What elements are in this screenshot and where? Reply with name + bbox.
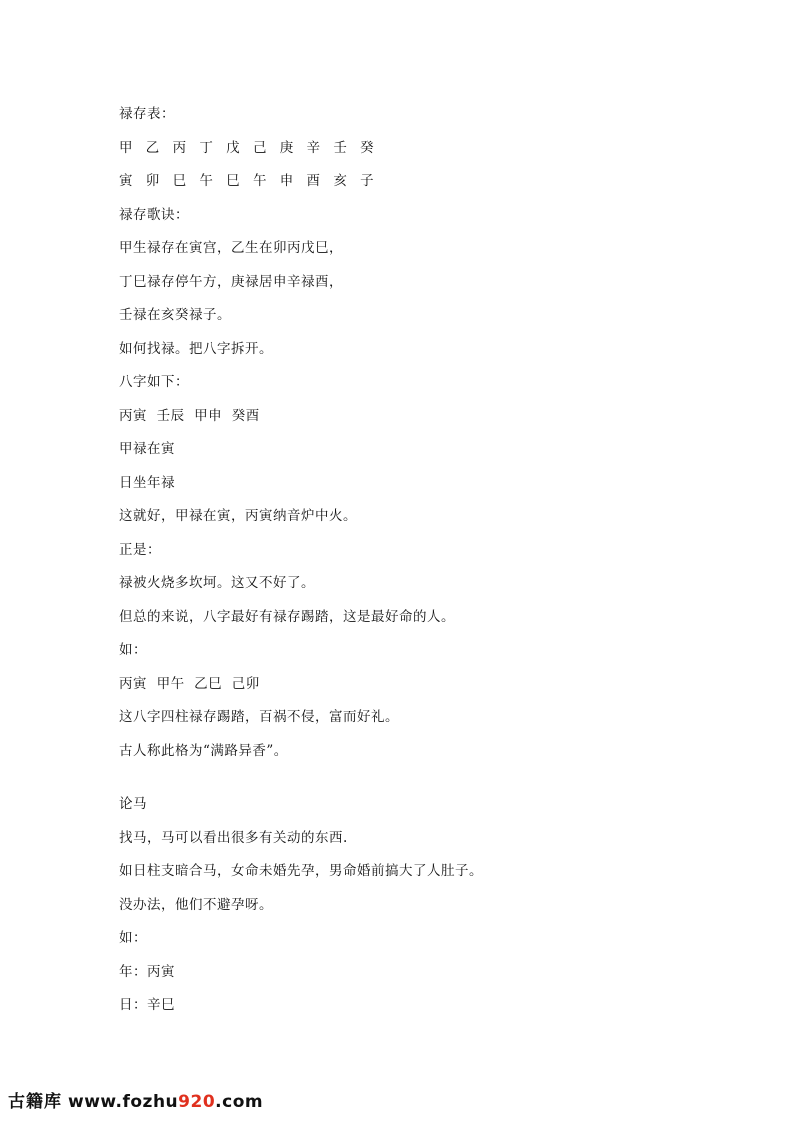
text-line: 甲生禄存在寅宫，乙生在卯丙戊巳， — [119, 240, 343, 256]
url-prefix: www.fozhu — [68, 1092, 179, 1112]
text-line: 日坐年禄 — [119, 474, 175, 491]
text-line: 没办法，他们不避孕呀。 — [119, 896, 273, 913]
text-line: 正是： — [119, 541, 161, 558]
text-line: 八字如下： — [119, 374, 189, 390]
text-line: 这就好，甲禄在寅，丙寅纳音炉中火。 — [119, 508, 357, 524]
text-line: 找马，马可以看出很多有关动的东西. — [119, 829, 348, 846]
text-line: 这八字四柱禄存踢踏，百祸不侵，富而好礼。 — [119, 709, 399, 725]
text-line: 寅 卯 巳 午 巳 午 申 酉 亥 子 — [119, 173, 379, 189]
text-line: 日：辛巳 — [119, 997, 175, 1013]
text-line: 甲禄在寅 — [119, 441, 175, 457]
document-body — [119, 104, 679, 1029]
text-line: 丙寅 甲午 乙巳 己卯 — [119, 675, 260, 692]
text-line: 丙寅 壬辰 甲申 癸酉 — [119, 407, 260, 424]
text-line: 禄存表： — [119, 106, 175, 122]
text-line: 如： — [119, 930, 147, 946]
text-line: 如日柱支暗合马，女命未婚先孕，男命婚前搞大了人肚子。 — [119, 863, 483, 879]
text-line: 禄被火烧多坎坷。这又不好了。 — [119, 575, 315, 591]
text-line: 年：丙寅 — [119, 963, 175, 980]
url-number: 920 — [178, 1092, 216, 1112]
text-line: 但总的来说，八字最好有禄存踢踏，这是最好命的人。 — [119, 608, 455, 625]
text-line: 如何找禄。把八字拆开。 — [119, 340, 273, 357]
watermark-footer — [8, 1089, 263, 1115]
text-line: 如： — [119, 642, 147, 658]
text-line: 禄存歌诀： — [119, 206, 189, 223]
brand-name: 古籍库 — [8, 1092, 62, 1112]
section-gap — [119, 774, 679, 794]
section-heading: 论马 — [119, 796, 147, 812]
text-line: 壬禄在亥癸禄子。 — [119, 307, 231, 323]
text-line: 丁巳禄存停午方，庚禄居申辛禄酉， — [119, 273, 343, 290]
text-line: 甲 乙 丙 丁 戊 己 庚 辛 壬 癸 — [119, 139, 379, 156]
text-line: 古人称此格为“满路异香”。 — [119, 742, 288, 759]
url-suffix: .com — [215, 1092, 264, 1112]
